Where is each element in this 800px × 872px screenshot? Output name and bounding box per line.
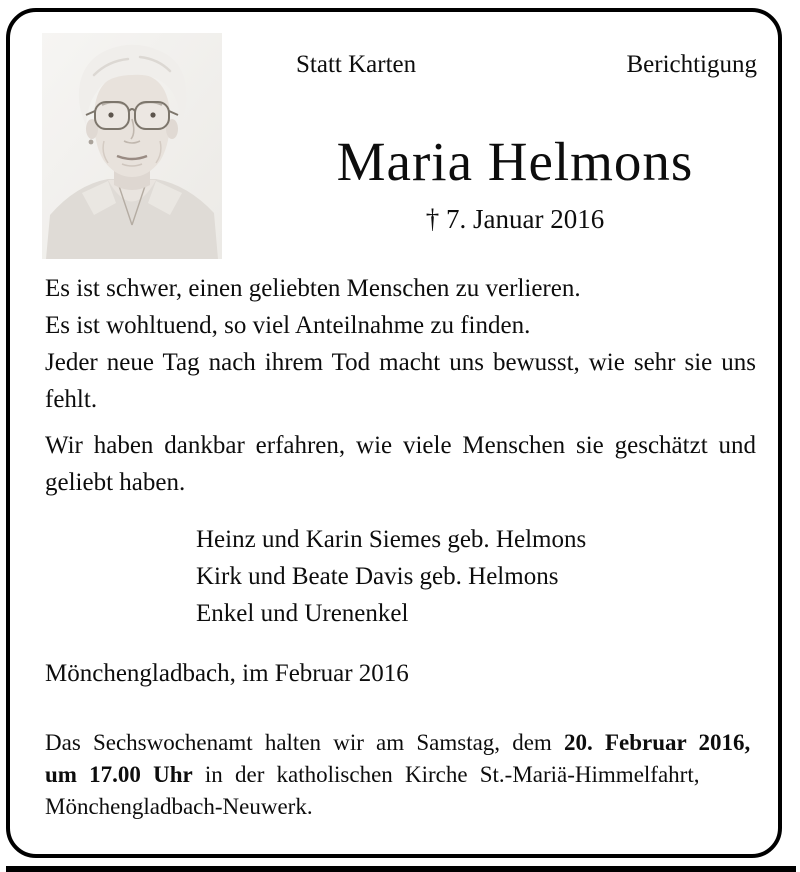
death-date: † 7. Januar 2016	[425, 204, 605, 234]
deceased-name: Maria Helmons	[336, 131, 694, 192]
mourner-line: Enkel und Urenenkel	[196, 600, 409, 627]
mourners-list	[196, 521, 586, 632]
headline-block	[230, 131, 800, 236]
bottom-rule	[6, 866, 796, 872]
place-date-line: Mönchengladbach, im Februar 2016	[45, 660, 409, 687]
service-announcement	[45, 727, 757, 823]
service-line2-regular: in der katholischen Kirche St.-Mariä-Himmelfahrt,	[204, 762, 700, 787]
condolence-line-3: Jeder neue Tag nach ihrem Tod macht uns bewusst, wie sehr sie uns fehlt.	[45, 349, 756, 413]
berichtigung-label: Berichtigung	[626, 51, 757, 78]
portrait-photo-illustration	[42, 33, 222, 259]
condolence-line-1: Es ist schwer, einen geliebten Menschen zu verlieren.	[45, 275, 581, 302]
mourner-line: Kirk und Beate Davis geb. Helmons	[196, 563, 559, 590]
service-line2-bold: um 17.00 Uhr	[45, 762, 193, 787]
service-line1-regular: Das Sechswochenamt halten wir am Samstag, dem	[45, 730, 552, 755]
condolence-paragraph-2: Wir haben dankbar erfahren, wie viele Menschen sie geschätzt und geliebt haben.	[45, 432, 756, 496]
condolence-text	[45, 270, 756, 501]
service-line3: Mönchengladbach-Neuwerk.	[45, 794, 313, 819]
statt-karten-label: Statt Karten	[296, 51, 417, 78]
portrait-photo	[42, 33, 222, 259]
condolence-line-2: Es ist wohltuend, so viel Anteilnahme zu finden.	[45, 312, 531, 339]
mourner-line: Heinz und Karin Siemes geb. Helmons	[196, 526, 587, 553]
condolence-paragraph-1	[45, 270, 756, 418]
service-line1-bold: 20. Februar 2016,	[564, 730, 751, 755]
